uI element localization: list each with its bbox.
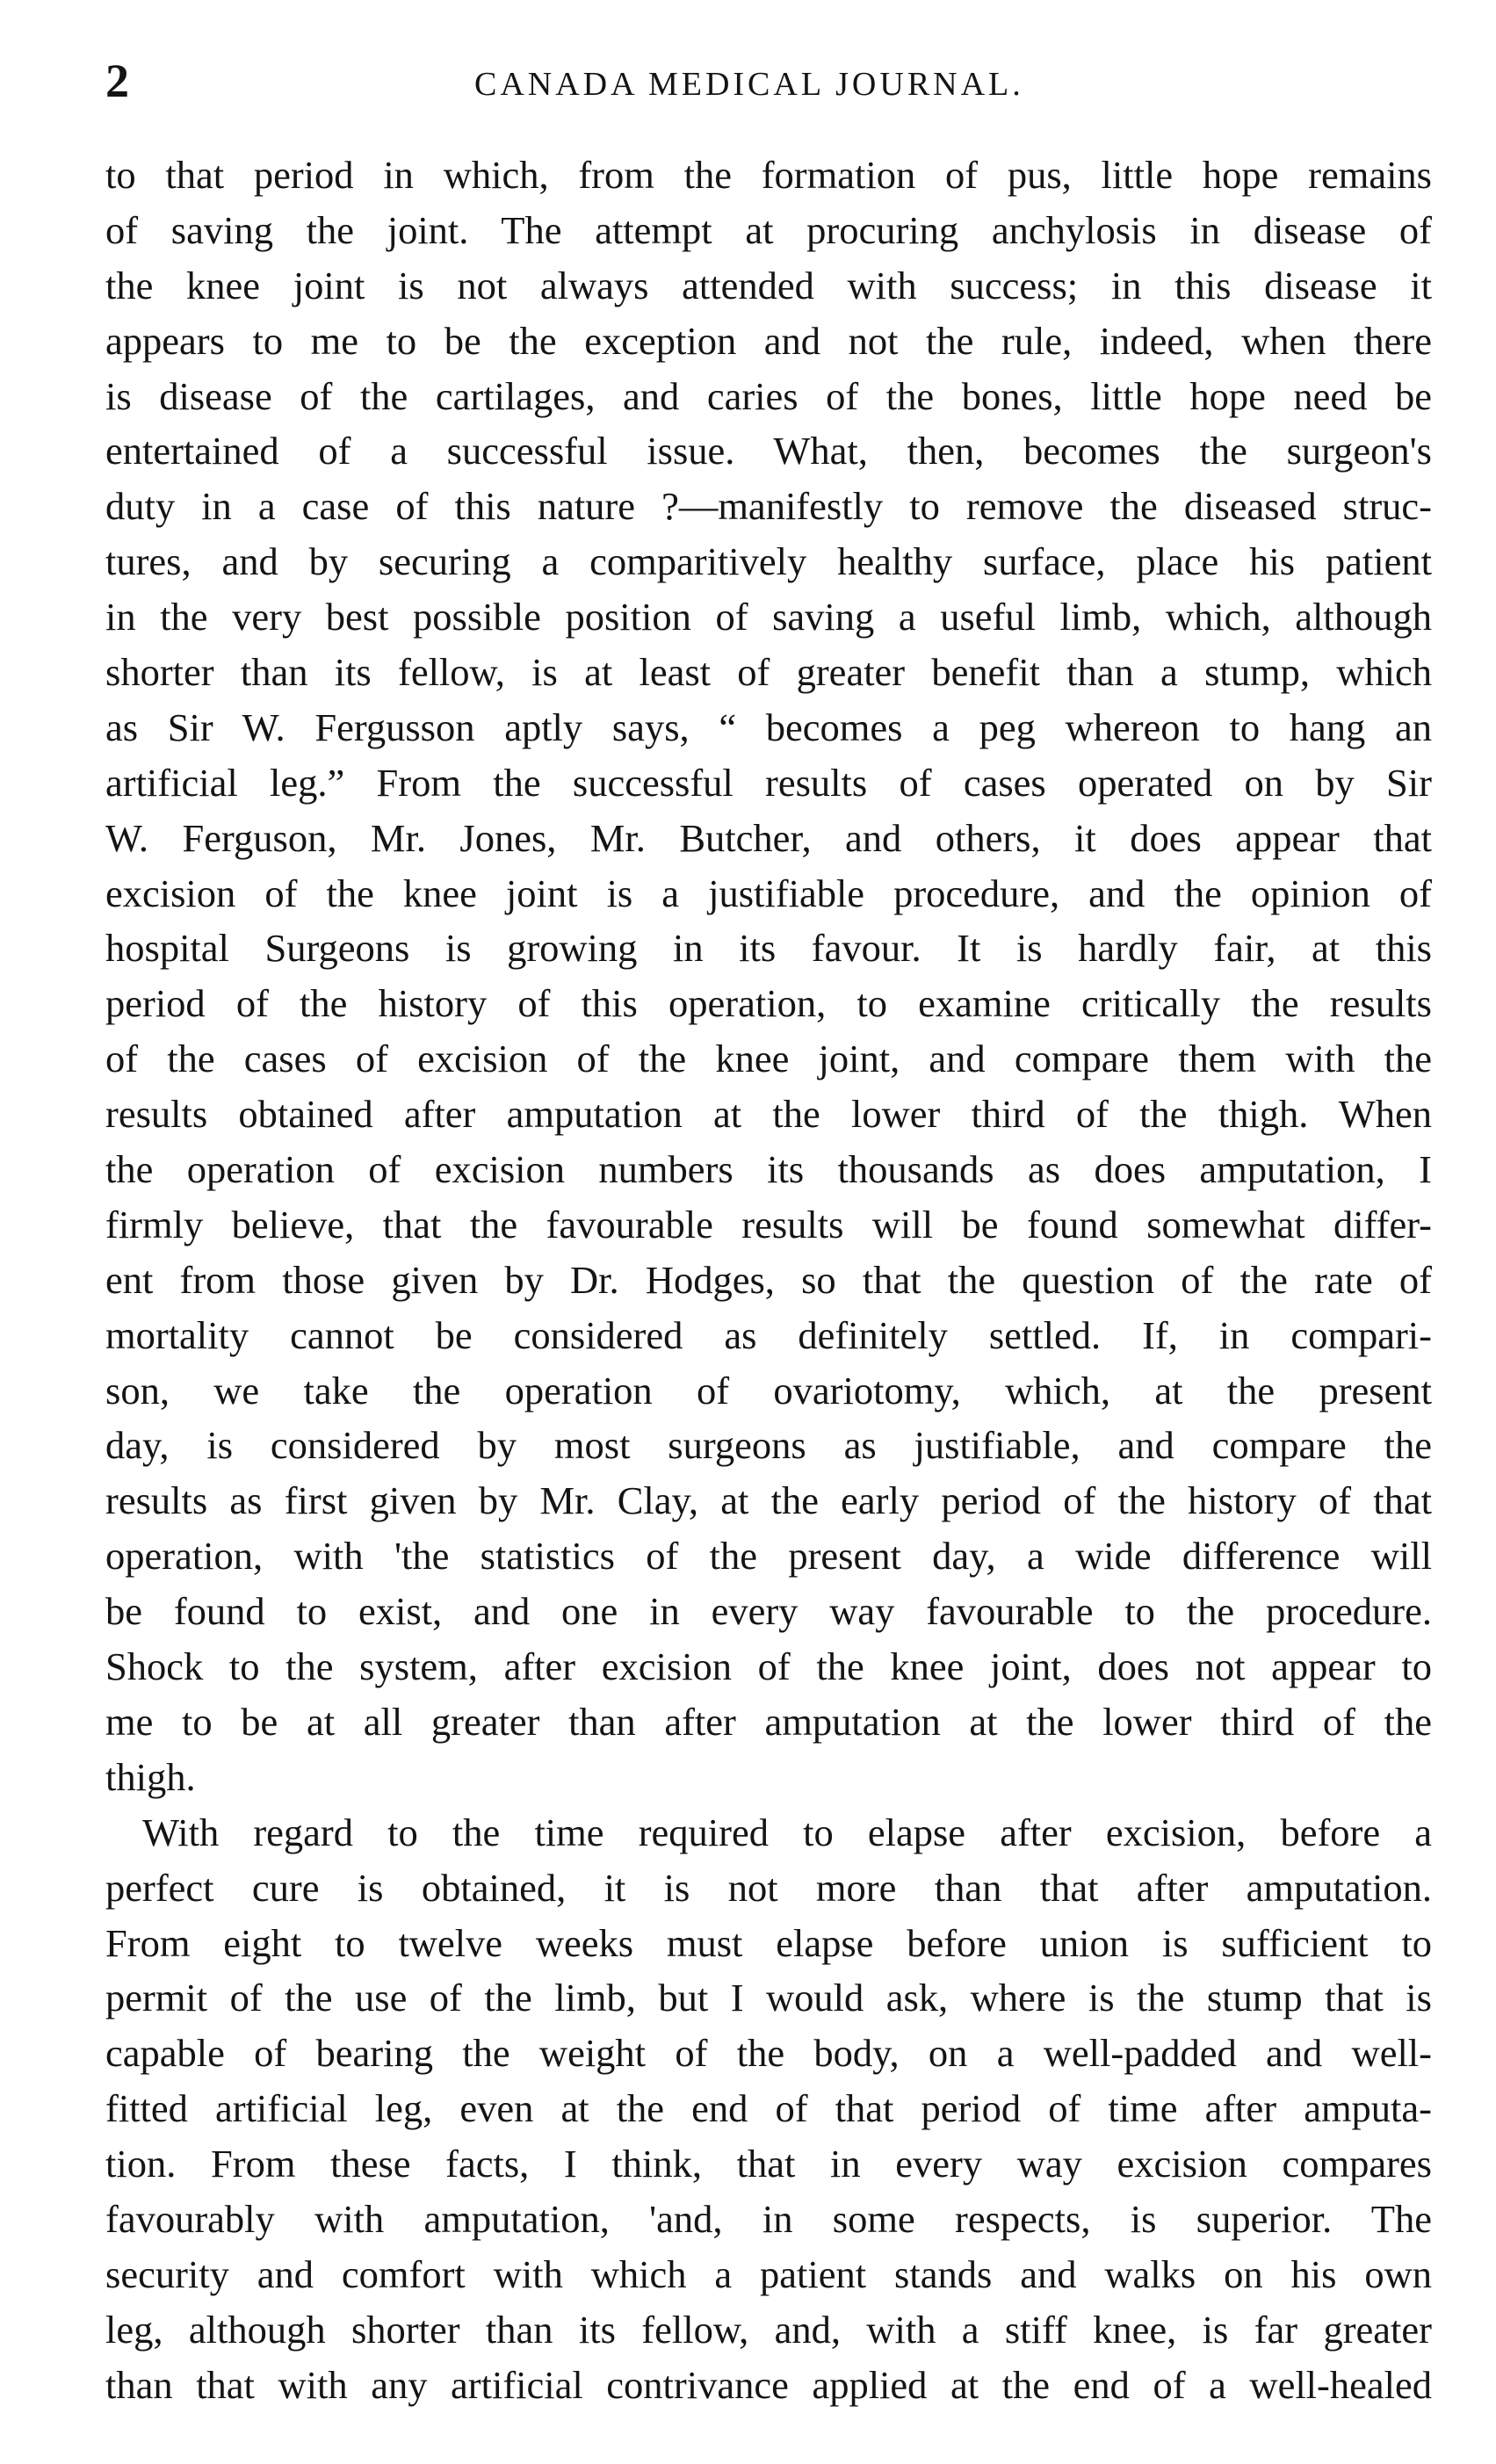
text-line: tion. From these facts, I think, that in every way excision compares bbox=[105, 2142, 1432, 2186]
text-line: W. Ferguson, Mr. Jones, Mr. Butcher, and others, it does appear that bbox=[105, 815, 1432, 860]
text-line: than that with any artificial contrivance applied at the end of a well-healed bbox=[105, 2362, 1432, 2407]
text-line: results as first given by Mr. Clay, at the early period of the history of that bbox=[105, 1478, 1432, 1523]
text-line: fitted artificial leg, even at the end of that period of time after amputa- bbox=[105, 2086, 1432, 2131]
paragraph bbox=[105, 1805, 1432, 2413]
text-line: period of the history of this operation, to examine critically the results bbox=[105, 981, 1432, 1026]
text-line: duty in a case of this nature ?—manifestly to remove the diseased struc- bbox=[105, 484, 1432, 529]
text-line: operation, with 'the statistics of the present day, a wide difference will bbox=[105, 1534, 1432, 1579]
text-line: the knee joint is not always attended with success; in this disease it bbox=[105, 263, 1432, 307]
text-line: me to be at all greater than after amputation at the lower third of the bbox=[105, 1699, 1432, 1744]
text-line: results obtained after amputation at the lower third of the thigh. When bbox=[105, 1092, 1432, 1137]
text-line: the operation of excision numbers its thousands as does amputation, I bbox=[105, 1147, 1432, 1192]
text-line: favourably with amputation, 'and, in some respects, is superior. The bbox=[105, 2196, 1432, 2241]
text-line: capable of bearing the weight of the body, on a well-padded and well- bbox=[105, 2031, 1432, 2076]
text-line: excision of the knee joint is a justifiable procedure, and the opinion of bbox=[105, 871, 1432, 915]
text-line: thigh. bbox=[105, 1754, 196, 1799]
text-line: leg, although shorter than its fellow, and, with a stiff knee, is far greater bbox=[105, 2307, 1432, 2352]
running-head: CANADA MEDICAL JOURNAL. bbox=[474, 66, 1024, 103]
text-line: With regard to the time required to elapse after excision, before a bbox=[142, 1810, 1432, 1854]
text-line: artificial leg.” From the successful results of cases operated on by Sir bbox=[105, 760, 1432, 805]
text-line: Shock to the system, after excision of the knee joint, does not appear to bbox=[105, 1644, 1432, 1689]
text-line: security and comfort with which a patient stands and walks on his own bbox=[105, 2251, 1432, 2296]
text-line: appears to me to be the exception and not the rule, indeed, when there bbox=[105, 318, 1432, 363]
text-line: of the cases of excision of the knee joint, and compare them with the bbox=[105, 1037, 1432, 1081]
text-line: tures, and by securing a comparitively healthy surface, place his patient bbox=[105, 539, 1432, 584]
text-line: shorter than its fellow, is at least of greater benefit than a stump, which bbox=[105, 650, 1432, 695]
text-line: entertained of a successful issue. What, then, becomes the surgeon's bbox=[105, 429, 1432, 473]
text-line: From eight to twelve weeks must elapse before union is sufficient to bbox=[105, 1920, 1432, 1965]
page-number: 2 bbox=[105, 54, 129, 107]
text-line: be found to exist, and one in every way favourable to the procedure. bbox=[105, 1589, 1432, 1634]
paragraph bbox=[105, 148, 1432, 1805]
text-line: permit of the use of the limb, but I would ask, where is the stump that is bbox=[105, 1976, 1432, 2020]
text-line: perfect cure is obtained, it is not more than that after amputation. bbox=[105, 1865, 1432, 1910]
text-line: firmly believe, that the favourable results will be found somewhat differ- bbox=[105, 1202, 1432, 1246]
text-line: ent from those given by Dr. Hodges, so that the question of the rate of bbox=[105, 1257, 1432, 1302]
text-line: to that period in which, from the formation of pus, little hope remains bbox=[105, 153, 1432, 197]
text-line: mortality cannot be considered as definitely settled. If, in compari- bbox=[105, 1312, 1432, 1357]
text-line: son, we take the operation of ovariotomy, which, at the present bbox=[105, 1368, 1432, 1413]
text-line: is disease of the cartilages, and caries of the bones, little hope need be bbox=[105, 373, 1432, 418]
text-line: hospital Surgeons is growing in its favour. It is hardly fair, at this bbox=[105, 926, 1432, 971]
body-text bbox=[105, 148, 1432, 2413]
text-line: as Sir W. Fergusson aptly says, “ becomes a peg whereon to hang an bbox=[105, 705, 1432, 749]
text-line: of saving the joint. The attempt at procuring anchylosis in disease of bbox=[105, 207, 1432, 252]
text-line: in the very best possible position of saving a useful limb, which, although bbox=[105, 595, 1432, 639]
text-line: day, is considered by most surgeons as justifiable, and compare the bbox=[105, 1423, 1432, 1468]
